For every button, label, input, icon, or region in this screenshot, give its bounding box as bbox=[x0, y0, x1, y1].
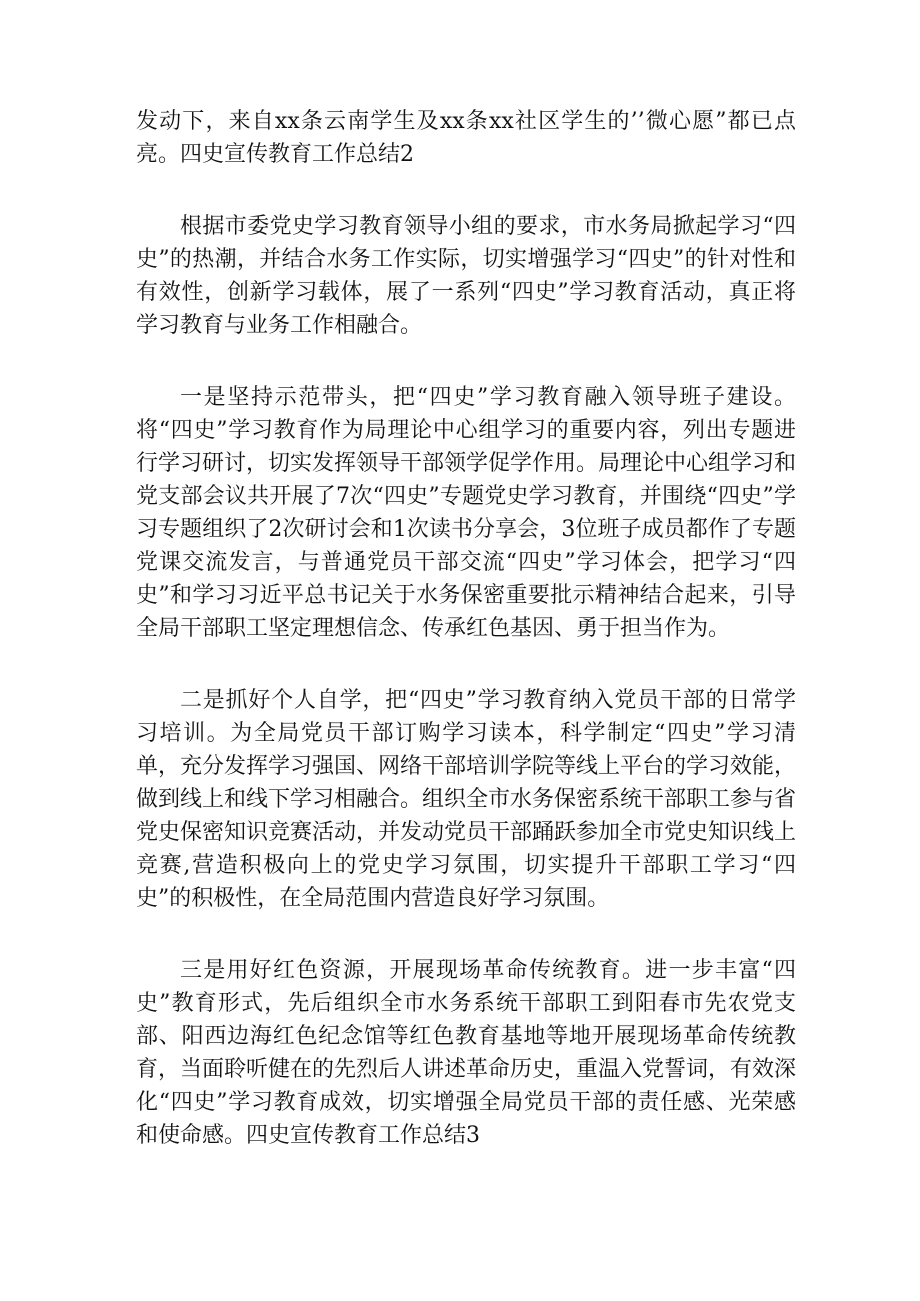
paragraph-intro: 根据市委党史学习教育领导小组的要求，市水务局掀起学习“四史”的热潮，并结合水务工作实际，切实增强学习“四史”的针对性和有效性，创新学习载体，展了一系列“四史”学习教育活动，真正将学习教育与业务工作相融合。 bbox=[136, 214, 796, 338]
paragraph-point-one: 一是坚持示范带头，把“四史”学习教育融入领导班子建设。将“四史”学习教育作为局理论中心组学习的重要内容，列出专题进行学习研讨，切实发挥领导干部领学促学作用。局理论中心组学习和党支部会议共开展了7次“四史”专题党史学习教育，并围绕“四史”学习专题组织了2次研讨会和1次读书分享会，3位班子成员都作了专题党课交流发言，与普通党员干部交流“四史”学习体会，把学习“四史”和学习习近平总书记关于水务保密重要批示精神结合起来，引导全局干部职工坚定理想信念、传承红色基因、勇于担当作为。 bbox=[136, 385, 797, 641]
document-body bbox=[136, 105, 796, 1191]
paragraph-continuation: 发动下，来自xx条云南学生及xx条xx社区学生的’’微心愿”都已点亮。四史宣传教育工作总结2 bbox=[136, 109, 796, 167]
paragraph-point-three: 三是用好红色资源，开展现场革命传统教育。进一步丰富“四史”教育形式，先后组织全市水务系统干部职工到阳春市先农党支部、阳西边海红色纪念馆等红色教育基地等地开展现场革命传统教育，当面聆听健在的先烈后人讲述革命历史，重温入党誓词，有效深化“四史”学习教育成效，切实增强全局党员干部的责任感、光荣感和使命感。四史宣传教育工作总结3 bbox=[136, 958, 797, 1148]
paragraph-point-two: 二是抓好个人自学，把“四史”学习教育纳入党员干部的日常学习培训。为全局党员干部订购学习读本，科学制定“四史”学习清单，充分发挥学习强国、网络干部培训学院等线上平台的学习效能，做到线上和线下学习相融合。组织全市水务保密系统干部职工参与省党史保密知识竞赛活动，并发动党员干部踊跃参加全市党史知识线上竞赛,营造积极向上的党史学习氛围，切实提升干部职工学习“四史”的积极性，在全局范围内营造良好学习氛围。 bbox=[136, 688, 797, 911]
